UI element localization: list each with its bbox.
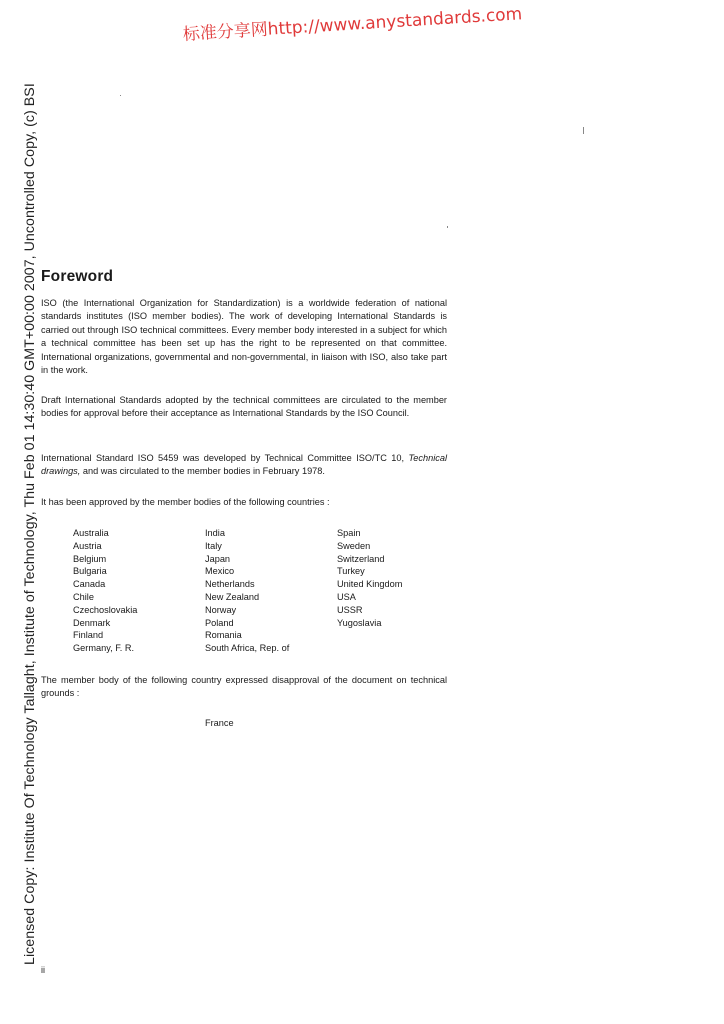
page-title: Foreword [41,268,114,285]
country: Japan [205,553,231,564]
scan-speck [583,127,584,134]
countries-column-2 [205,527,289,655]
country: USSR [337,604,363,615]
country: Netherlands [205,579,255,590]
paragraph-disapproval: The member body of the following country expressed disapproval of the document on technical grounds : [41,675,447,699]
country: Finland [73,630,104,641]
watermark-url: 标准分享网http://www.anystandards.com [182,4,523,45]
country: Norway [205,604,237,615]
country: Canada [73,579,106,590]
country: Turkey [337,566,365,577]
country: Germany, F. R. [73,643,135,654]
page-number: ii [41,965,45,975]
paragraph-development-end: and was circulated to the member bodies in February 1978. [80,466,325,477]
country: South Africa, Rep. of [205,643,290,654]
license-side-note: Licensed Copy: Institute Of Technology Tallaght, Institute of Technology, Thu Feb 01 14:30:40 GMT+00:00 2007, Uncontrolled Copy, (c) BSI [22,83,38,965]
country: Chile [73,591,94,602]
country: Spain [337,528,361,538]
countries-column-1 [73,527,137,655]
country: Austria [73,540,102,551]
paragraph-development [41,452,447,479]
paragraph-approval: It has been approved by the member bodies of the following countries : [41,497,330,507]
paragraph-iso-intro: ISO (the International Organization for Standardization) is a worldwide federation of national standards institutes (ISO member bodies). The work of developing International Standards is carried out through ISO technical committees. Every member body interested in a subject for which a technical committee has been set up has the right to be represented on that committee. International organizations, governmental and non-governmental, in liaison with ISO, also take part in the work. [41,298,447,376]
paragraph-draft-standards: Draft International Standards adopted by the technical committees are circulated to the member bodies for approval before their acceptance as International Standards by the ISO Council. [41,395,447,419]
country: Switzerland [337,553,385,564]
countries-column-3 [337,527,402,629]
scan-speck [120,95,121,96]
country: Australia [73,528,109,538]
paragraph-development-start: International Standard ISO 5459 was developed by Technical Committee ISO/TC 10, [41,453,409,463]
country: India [205,528,225,538]
country: Bulgaria [73,566,107,577]
country: Czechoslovakia [73,604,138,615]
country: New Zealand [205,591,260,602]
scan-speck [447,226,448,228]
country: Italy [205,540,222,551]
country: Denmark [73,617,111,628]
country: USA [337,591,356,602]
country: Yugoslavia [337,617,382,628]
disapproving-country: France [205,718,234,728]
country: Sweden [337,540,371,551]
country: Belgium [73,553,107,564]
country: Romania [205,630,242,641]
committee-name: Technical drawings, [41,453,447,477]
country: Mexico [205,566,235,577]
country: United Kingdom [337,579,403,590]
country: Poland [205,617,234,628]
